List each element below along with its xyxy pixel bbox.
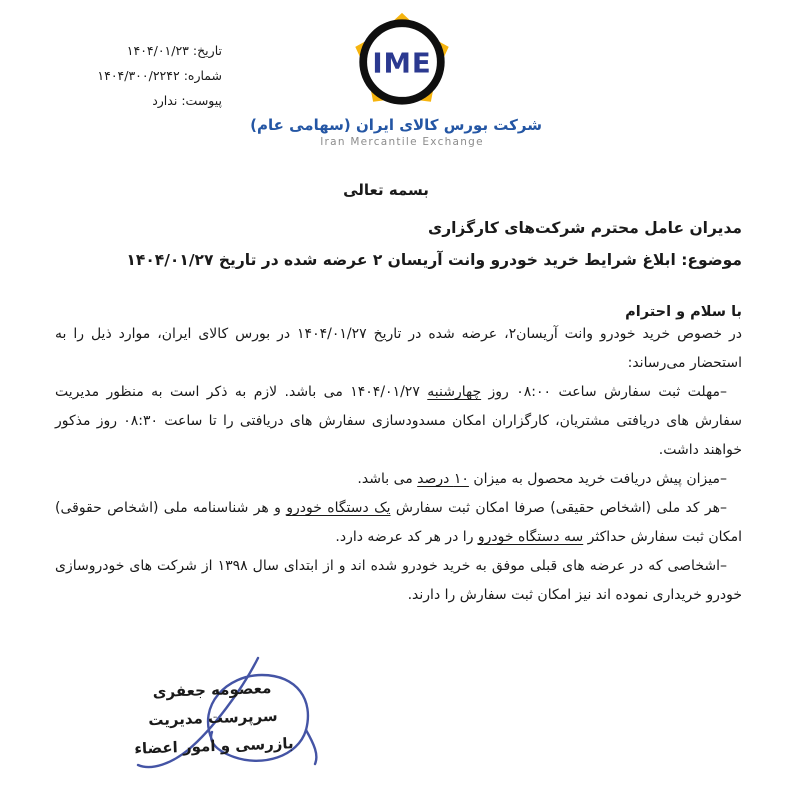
- recipient-line: مدیران عامل محترم شرکت‌های کارگزاری: [427, 219, 742, 237]
- underlined-phrase: یک دستگاه خودرو: [286, 500, 391, 516]
- attachment-label: پیوست:: [181, 93, 222, 108]
- bullet-text-segment: –مهلت ثبت سفارش ساعت ۰۸:۰۰ روز: [481, 384, 728, 400]
- letter-meta-block: [85, 38, 222, 113]
- number-value: ۱۴۰۴/۳۰۰/۲۲۴۲: [97, 68, 180, 83]
- underlined-phrase: چهارشنبه: [427, 384, 482, 400]
- date-label: تاریخ:: [192, 43, 222, 58]
- number-label: شماره:: [183, 68, 222, 83]
- bullet-text-segment: را در هر کد عرضه دارد.: [335, 529, 478, 545]
- ime-logo-icon: [352, 12, 452, 112]
- subject-line: موضوع: ابلاغ شرایط خرید خودرو وانت آریسان ۲ عرضه شده در تاریخ ۱۴۰۴/۰۱/۲۷: [126, 251, 742, 269]
- letter-attachment: [85, 88, 222, 113]
- bullet-text-segment: می باشد.: [357, 471, 418, 487]
- org-name-fa: شرکت بورس کالای ایران (سهامی عام): [250, 116, 542, 134]
- bullet-text-segment: –میزان پیش دریافت خرید محصول به میزان: [468, 471, 727, 487]
- date-value: ۱۴۰۴/۰۱/۲۳: [126, 43, 189, 58]
- underlined-phrase: ۱۰ درصد: [417, 471, 469, 487]
- underlined-phrase: سه دستگاه خودرو: [477, 529, 584, 545]
- bullet-order-limits: [55, 494, 742, 552]
- bullet-text-segment: ۱۴۰۴/۰۱/۲۷ می باشد. لازم به ذکر است به منظور مدیریت سفارش های دریافتی مشتریان، کارگزاران امکان مسدودسازی سفارش های دریافتی را تا ساعت ۰۸:۳۰ روز مذکور خواهند داشت.: [55, 384, 742, 458]
- attachment-value: ندارد: [152, 93, 178, 108]
- signature-block: [87, 672, 340, 765]
- signatory-title-line2: بازرسی و امور اعضاء: [134, 734, 294, 758]
- signatory-title-line1: سرپرست مدیریت: [148, 706, 278, 730]
- besmele-heading: بسمه تعالی: [343, 181, 429, 199]
- signatory-name: معصومه جعفری: [152, 678, 272, 702]
- ime-monogram: IME: [372, 46, 432, 80]
- letter-number: [85, 63, 222, 88]
- salutation-line: با سلام و احترام: [625, 304, 742, 320]
- letter-date: [85, 38, 222, 63]
- bullet-previous-buyers: [55, 552, 742, 610]
- letter-body: [55, 216, 742, 610]
- bullet-text-segment: –اشخاصی که در عرضه های قبلی موفق به خرید خودرو شده اند و از ابتدای سال ۱۳۹۸ از شرکت های خودروسازی خودرو خریداری نموده اند نیز امکان ثبت سفارش را دارند.: [55, 558, 742, 603]
- intro-paragraph: در خصوص خرید خودرو وانت آریسان۲، عرضه شده در تاریخ ۱۴۰۴/۰۱/۲۷ در بورس کالای ایران، موارد ذیل را به استحضار می‌رساند:: [55, 326, 742, 371]
- bullet-text-segment: و هر شناسنامه ملی (اشخاص حقوقی) امکان ثبت سفارش حداکثر: [55, 500, 742, 545]
- bullet-prepayment: [55, 465, 742, 494]
- bullet-text-segment: –هر کد ملی (اشخاص حقیقی) صرفا امکان ثبت سفارش: [390, 500, 727, 516]
- ime-logo: [250, 12, 542, 148]
- bullet-order-deadline: [55, 378, 742, 465]
- org-name-en: Iran Mercantile Exchange: [320, 136, 484, 148]
